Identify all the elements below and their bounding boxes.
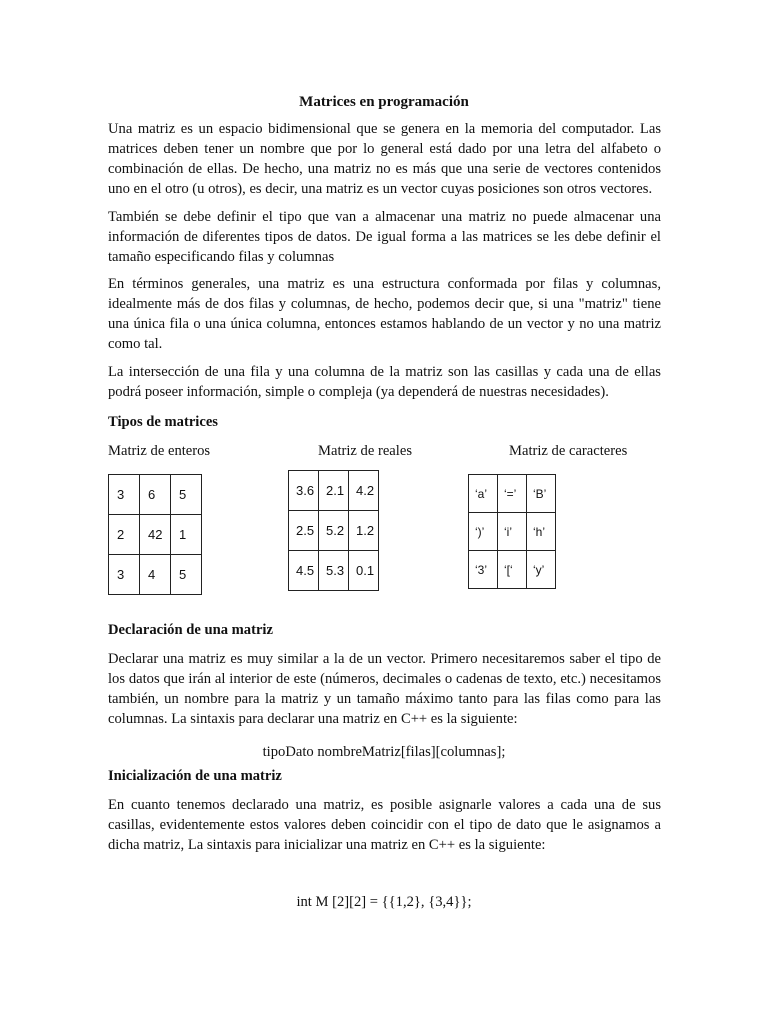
int-matrix-label: Matriz de enteros [108,443,211,459]
intro-paragraph-1: Una matriz es un espacio bidimensional que se genera en la memoria del computador. Las matrices deben tener un nombre que por lo general está dado por una letra del alfabeto o combinación de ellas. De hecho, una matriz no es más que una serie de vectores contenidos uno en el otro (u otros), es decir, una matriz es un vector cuyas posiciones son otros vectores. [108,121,661,197]
char-matrix-label: Matriz de caracteres [509,443,628,459]
table-row [109,515,202,555]
int-matrix-table [108,474,202,595]
matrix-cell: 5 [171,555,202,595]
matrix-cell: 3.6 [289,471,319,511]
document-title: Matrices en programación [299,94,469,110]
initialization-heading: Inicialización de una matriz [108,768,282,784]
matrix-cell: 2 [109,515,140,555]
matrix-cell: ‘)’ [469,513,498,551]
matrix-cell: 4.2 [349,471,379,511]
matrix-cell: 4 [140,555,171,595]
matrix-cell: 1 [171,515,202,555]
matrix-cell: 6 [140,475,171,515]
intro-paragraph-2: También se debe definir el tipo que van a almacenar una matriz no puede almacenar una información de diferentes tipos de datos. De igual forma a las matrices se les debe definir el tamaño especificando filas y columnas [108,209,661,265]
matrix-cell: ‘=’ [498,475,527,513]
initialization-paragraph: En cuanto tenemos declarado una matriz, es posible asignarle valores a cada una de sus casillas, evidentemente estos valores deben coincidir con el tipo de dato que le asignamos a dicha matriz, La sintaxis para inicializar una matriz en C++ es la siguiente: [108,797,661,853]
table-row [289,511,379,551]
matrix-cell: ‘y’ [527,551,556,589]
table-row [109,475,202,515]
matrix-cell: 3 [109,555,140,595]
matrix-cell: 3 [109,475,140,515]
intro-paragraph-3: En términos generales, una matriz es una estructura conformada por filas y columnas, idealmente más de dos filas y columnas, de hecho, podemos decir que, si una "matriz" tiene una única fila o una única columna, entonces estamos hablando de un vector y no una matriz como tal. [108,276,661,352]
initialization-syntax: int M [2][2] = {{1,2}, {3,4}}; [296,894,472,910]
real-matrix-label: Matriz de reales [318,443,412,459]
table-row [469,551,556,589]
matrix-cell: ‘B’ [527,475,556,513]
declaration-heading: Declaración de una matriz [108,622,273,638]
matrix-cell: ‘h’ [527,513,556,551]
table-row [289,471,379,511]
matrix-cell: 42 [140,515,171,555]
matrix-cell: ‘a’ [469,475,498,513]
matrix-cell: 1.2 [349,511,379,551]
real-matrix-table [288,470,379,591]
matrix-cell: 2.5 [289,511,319,551]
matrix-cell: ‘3’ [469,551,498,589]
intro-paragraph-4: La intersección de una fila y una columna de la matriz son las casillas y cada una de ellas podrá poseer información, simple o compleja (ya dependerá de nuestras necesidades). [108,364,661,400]
declaration-syntax: tipoDato nombreMatriz[filas][columnas]; [262,744,506,760]
matrix-cell: 4.5 [289,551,319,591]
table-row [469,513,556,551]
types-heading: Tipos de matrices [108,414,218,430]
table-row [469,475,556,513]
matrix-cell: ‘[‘ [498,551,527,589]
matrix-cell: 5.2 [319,511,349,551]
matrix-cell: ‘i’ [498,513,527,551]
declaration-paragraph: Declarar una matriz es muy similar a la de un vector. Primero necesitaremos saber el tipo de los datos que irán al interior de este (números, decimales o cadenas de texto, etc.) necesitamos también, un nombre para la matriz y un tamaño máximo tanto para las filas como para las columnas. La sintaxis para declarar una matriz en C++ es la siguiente: [108,651,661,727]
matrix-cell: 5.3 [319,551,349,591]
char-matrix-table [468,474,556,589]
matrix-cell: 0.1 [349,551,379,591]
table-row [109,555,202,595]
matrix-cell: 5 [171,475,202,515]
table-row [289,551,379,591]
matrix-cell: 2.1 [319,471,349,511]
